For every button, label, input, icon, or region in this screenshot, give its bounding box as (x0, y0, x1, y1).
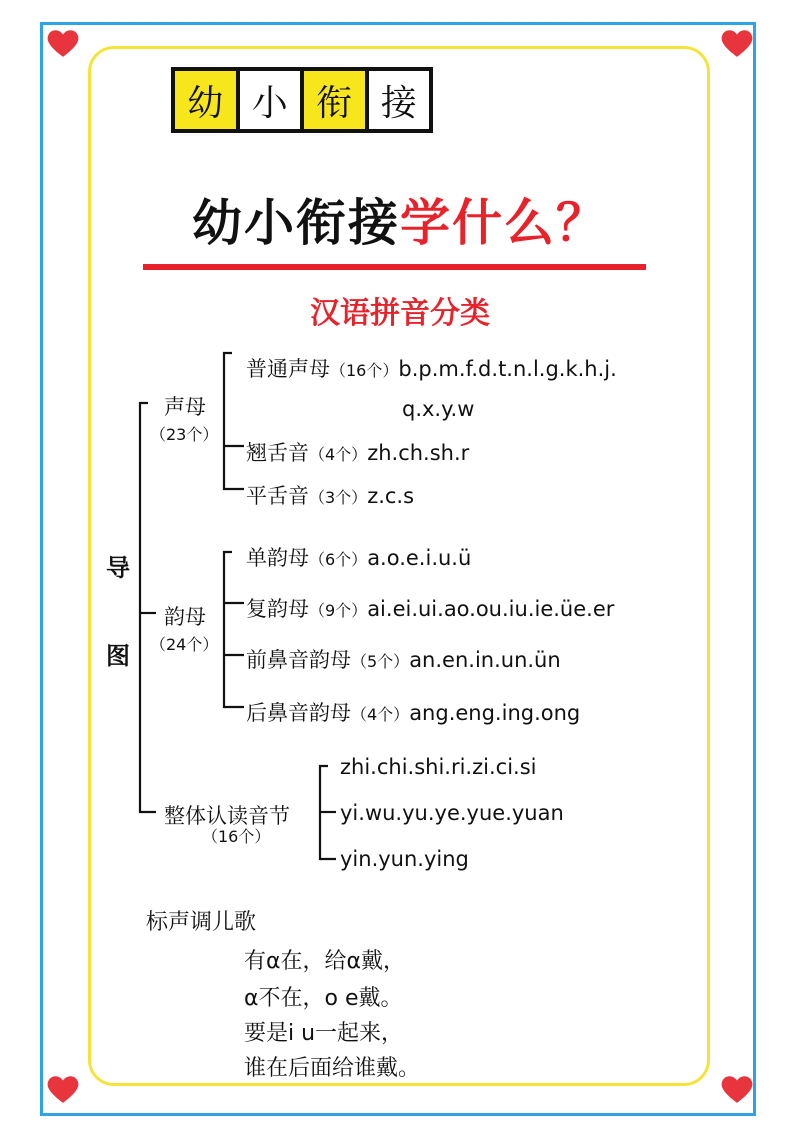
badge-char: 小 (240, 71, 301, 129)
item-name: 平舌音 (246, 484, 309, 508)
zhengti-label: 整体认读音节 (164, 804, 290, 828)
section-subtitle: 汉语拼音分类 (310, 296, 490, 331)
item-value: an.en.in.un.ün (409, 648, 561, 672)
shengmu-item (246, 480, 414, 510)
page-title-red: 学什么？ (400, 194, 608, 252)
shengmu-count: （23个） (150, 425, 219, 444)
item-value: ang.eng.ing.ong (409, 701, 581, 725)
item-count: （16个） (330, 361, 399, 380)
yunmu-item (246, 697, 580, 727)
item-value: a.o.e.i.u.ü (367, 546, 472, 570)
item-name: 普通声母 (246, 357, 330, 381)
item-value: b.p.m.f.d.t.n.l.g.k.h.j. (398, 357, 617, 381)
title-badge (171, 67, 433, 133)
title-underline (143, 264, 646, 270)
page-title-black: 幼小衔接 (192, 194, 400, 252)
song-line: α不在，o e戴。 (244, 986, 403, 1011)
zhengti-count: （16个） (202, 827, 271, 846)
page-title (0, 183, 800, 255)
zhengti-item: yin.yun.ying (340, 847, 469, 871)
zhengti-item: yi.wu.yu.ye.yue.yuan (340, 801, 564, 825)
item-name: 翘舌音 (246, 441, 309, 465)
badge-char: 幼 (175, 71, 236, 129)
item-value: zh.ch.sh.r (367, 441, 470, 465)
tree-root-char: 导 (106, 554, 130, 582)
yunmu-count: （24个） (150, 635, 219, 654)
heart-icon (46, 1073, 80, 1105)
item-name: 前鼻音韵母 (246, 648, 351, 672)
badge-char: 衔 (304, 71, 365, 129)
yunmu-label: 韵母 (164, 605, 206, 629)
shengmu-item (246, 353, 617, 383)
item-value: q.x.y.w (402, 397, 475, 421)
shengmu-item (246, 437, 469, 467)
tree-root-char: 图 (106, 642, 130, 670)
item-count: （4个） (309, 445, 368, 464)
song-line: 有α在，给α戴， (244, 949, 406, 974)
heart-icon (720, 1073, 754, 1105)
yunmu-item (246, 542, 471, 572)
heart-icon (46, 27, 80, 59)
item-value: ai.ei.ui.ao.ou.iu.ie.üe.er (367, 597, 615, 621)
song-line: 要是i u一起来， (244, 1021, 404, 1046)
badge-char: 接 (369, 71, 430, 129)
item-count: （3个） (309, 488, 368, 507)
item-count: （6个） (309, 550, 368, 569)
song-line: 谁在后面给谁戴。 (244, 1056, 421, 1081)
item-value: z.c.s (367, 484, 415, 508)
item-name: 单韵母 (246, 546, 309, 570)
item-name: 后鼻音韵母 (246, 701, 351, 725)
heart-icon (720, 27, 754, 59)
item-count: （9个） (309, 601, 368, 620)
song-title: 标声调儿歌 (146, 910, 257, 935)
yunmu-item (246, 593, 614, 623)
item-name: 复韵母 (246, 597, 309, 621)
shengmu-label: 声母 (164, 395, 206, 419)
item-count: （5个） (351, 652, 410, 671)
item-count: （4个） (351, 705, 410, 724)
zhengti-item: zhi.chi.shi.ri.zi.ci.si (340, 755, 537, 779)
yunmu-item (246, 644, 561, 674)
